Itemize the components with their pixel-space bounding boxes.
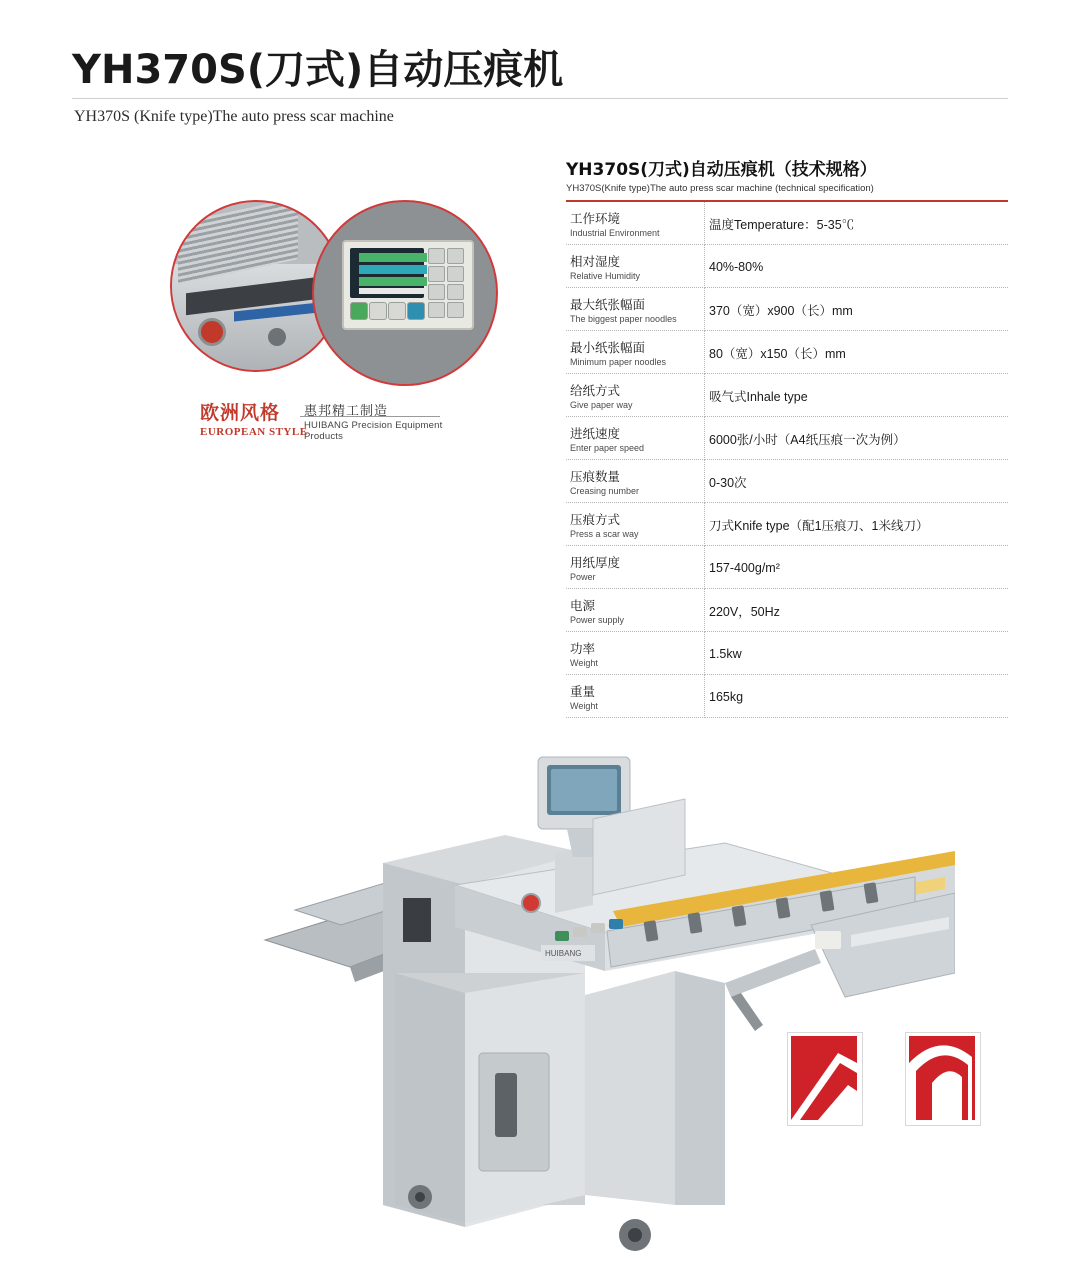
table-row: [566, 202, 1008, 245]
spec-label-en: Enter paper speed: [570, 443, 645, 453]
header-divider: [72, 98, 1008, 99]
table-row: [566, 417, 1008, 460]
table-row: [566, 460, 1008, 503]
table-row: [566, 632, 1008, 675]
spec-label-zh: 用纸厚度: [570, 556, 621, 570]
table-row: [566, 374, 1008, 417]
spec-value-cell: 220V，50Hz: [705, 589, 1009, 632]
spec-label-cell: [566, 503, 705, 546]
machine-illustration: [255, 735, 955, 1275]
photo-knob: [268, 328, 286, 346]
svg-text:HUIBANG: HUIBANG: [545, 949, 582, 958]
table-row: [566, 675, 1008, 718]
brand-logo-en: EUROPEAN STYLE: [200, 426, 308, 438]
brand-logo-zh: 欧洲风格: [200, 402, 281, 424]
spec-label-zh: 最小纸张幅面: [570, 341, 646, 355]
creased-paper-sample-1: [787, 1032, 863, 1126]
spec-title-zh: YH370S(刀式)自动压痕机（技术规格）: [566, 160, 877, 180]
spec-label-en: Weight: [570, 658, 598, 668]
brand-sub-en: HUIBANG Precision Equipment Products: [304, 420, 443, 442]
spec-label-en: Power supply: [570, 615, 625, 625]
spec-block: [566, 155, 1008, 718]
spec-label-en: Industrial Environment: [570, 228, 660, 238]
top-margin-band: [0, 0, 1079, 14]
brand-lockup: [200, 398, 450, 442]
spec-label-en: Minimum paper noodles: [570, 357, 667, 367]
spec-label-cell: [566, 374, 705, 417]
spec-label-en: Power: [570, 572, 596, 582]
spec-value-cell: 温度Temperature：5-35℃: [705, 202, 1009, 245]
photo-panel-screen: [350, 248, 424, 298]
spec-value-cell: 370（宽）x900（长）mm: [705, 288, 1009, 331]
photo-panel-keypad: [428, 248, 466, 322]
machine-photo: [255, 735, 955, 1275]
spec-label-zh: 压痕方式: [570, 513, 621, 527]
spec-label-cell: [566, 460, 705, 503]
spec-label-cell: [566, 589, 705, 632]
spec-label-cell: [566, 675, 705, 718]
spec-label-zh: 相对湿度: [570, 255, 621, 269]
spec-label-zh: 电源: [570, 599, 596, 613]
table-row: [566, 331, 1008, 374]
spec-label-zh: 压痕数量: [570, 470, 621, 484]
spec-label-zh: 重量: [570, 685, 596, 699]
spec-label-cell: [566, 202, 705, 245]
control-panel-photo: [312, 200, 498, 386]
brand-sub-zh: 惠邦精工制造: [304, 403, 389, 418]
spec-label-en: Press a scar way: [570, 529, 639, 539]
spec-value-cell: 6000张/小时（A4纸压痕一次为例）: [705, 417, 1009, 460]
spec-value-cell: 0-30次: [705, 460, 1009, 503]
spec-table-body: [566, 202, 1008, 718]
spec-label-cell: [566, 288, 705, 331]
photo-panel-face: [342, 240, 474, 330]
table-row: [566, 288, 1008, 331]
creased-paper-sample-2: [905, 1032, 981, 1126]
spec-label-zh: 功率: [570, 642, 596, 656]
spec-value-cell: 157-400g/m²: [705, 546, 1009, 589]
spec-value-cell: 吸气式Inhale type: [705, 374, 1009, 417]
spec-value-cell: 刀式Knife type（配1压痕刀、1米线刀）: [705, 503, 1009, 546]
photo-panel-softkeys: [350, 302, 424, 322]
spec-title-en: YH370S(Knife type)The auto press scar machine (technical specification): [566, 183, 874, 194]
spec-label-zh: 进纸速度: [570, 427, 621, 441]
spec-label-en: Weight: [570, 701, 598, 711]
table-row: [566, 546, 1008, 589]
spec-label-cell: [566, 417, 705, 460]
spec-value-cell: 165kg: [705, 675, 1009, 718]
spec-label-en: Give paper way: [570, 400, 633, 410]
page-subtitle: YH370S (Knife type)The auto press scar machine: [74, 108, 394, 125]
spec-value-cell: 80（宽）x150（长）mm: [705, 331, 1009, 374]
spec-label-en: Creasing number: [570, 486, 640, 496]
spec-label-zh: 工作环境: [570, 212, 621, 226]
spec-label-cell: [566, 245, 705, 288]
spec-value-cell: 40%-80%: [705, 245, 1009, 288]
spec-label-en: Relative Humidity: [570, 271, 641, 281]
table-row: [566, 589, 1008, 632]
photo-emergency-stop: [198, 318, 226, 346]
spec-label-zh: 最大纸张幅面: [570, 298, 646, 312]
spec-value-cell: 1.5kw: [705, 632, 1009, 675]
table-row: [566, 245, 1008, 288]
spec-label-cell: [566, 331, 705, 374]
spec-label-cell: [566, 632, 705, 675]
spec-label-cell: [566, 546, 705, 589]
table-row: [566, 503, 1008, 546]
page-title: YH370S(刀式)自动压痕机: [72, 47, 564, 93]
spec-label-zh: 给纸方式: [570, 384, 621, 398]
spec-table: [566, 202, 1008, 718]
spec-label-en: The biggest paper noodles: [570, 314, 677, 324]
